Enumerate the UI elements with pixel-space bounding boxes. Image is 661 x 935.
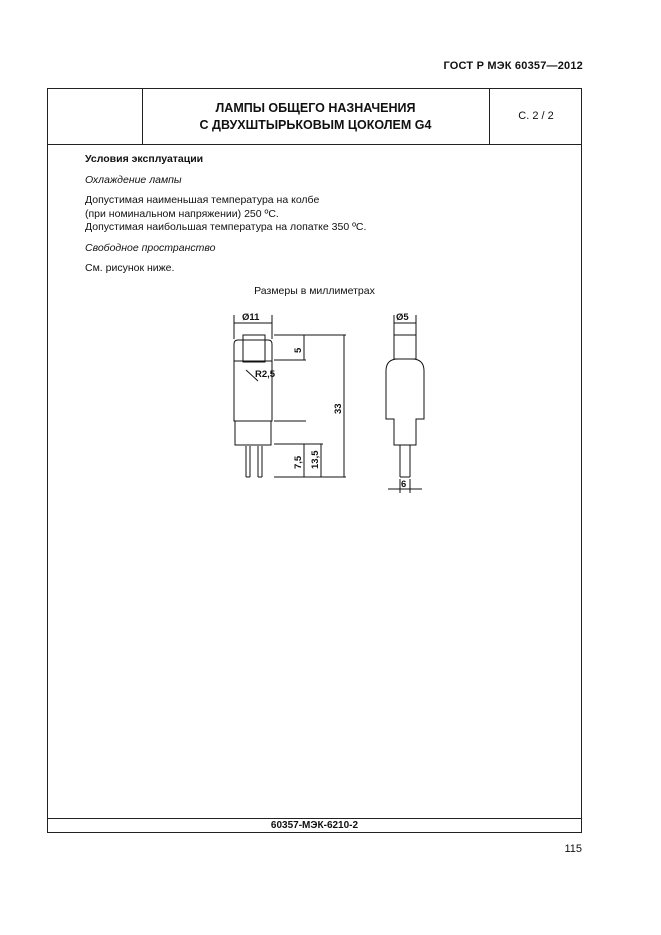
title-line-2: С ДВУХШТЫРЬКОВЫМ ЦОКОЛЕМ G4	[199, 117, 432, 132]
see-figure-text: См. рисунок ниже.	[85, 262, 175, 274]
page-number: 115	[564, 843, 582, 855]
dim-base: 13,5	[310, 450, 321, 469]
dim-front-diameter: Ø11	[242, 312, 260, 323]
sheet-page-label: С. 2 / 2	[489, 89, 582, 144]
standard-code: ГОСТ Р МЭК 60357—2012	[443, 60, 583, 72]
cooling-heading: Охлаждение лампы	[85, 173, 182, 186]
sheet-footer: 60357-МЭК-6210-2	[48, 818, 581, 832]
free-space-heading: Свободное пространство	[85, 241, 216, 254]
temp-line-1: Допустимая наименьшая температура на колбе	[85, 194, 320, 206]
dim-top: 5	[293, 347, 304, 353]
section-heading: Условия эксплуатации	[85, 153, 204, 165]
dim-pin-width: 6	[401, 479, 407, 490]
front-lamp-tip	[243, 335, 265, 362]
front-lamp-outline	[234, 340, 272, 361]
temp-line-2: (при номинальном напряжении) 250 ºC.	[85, 207, 279, 220]
lamp-dimension-drawing	[48, 89, 583, 834]
dimensions-caption: Размеры в миллиметрах	[254, 285, 375, 297]
dim-height: 33	[333, 403, 344, 414]
dim-pins: 7,5	[293, 455, 304, 469]
title-line-1: ЛАМПЫ ОБЩЕГО НАЗНАЧЕНИЯ	[215, 100, 416, 115]
front-lamp-base	[235, 421, 271, 445]
side-lamp-body	[386, 359, 424, 445]
side-lamp-tip	[394, 335, 416, 359]
data-sheet-frame	[47, 88, 582, 833]
dim-side-diameter: Ø5	[396, 312, 409, 323]
dim-radius: R2,5	[255, 369, 276, 380]
temp-line-3: Допустимая наибольшая температура на лопатке 350 ºC.	[85, 221, 367, 233]
